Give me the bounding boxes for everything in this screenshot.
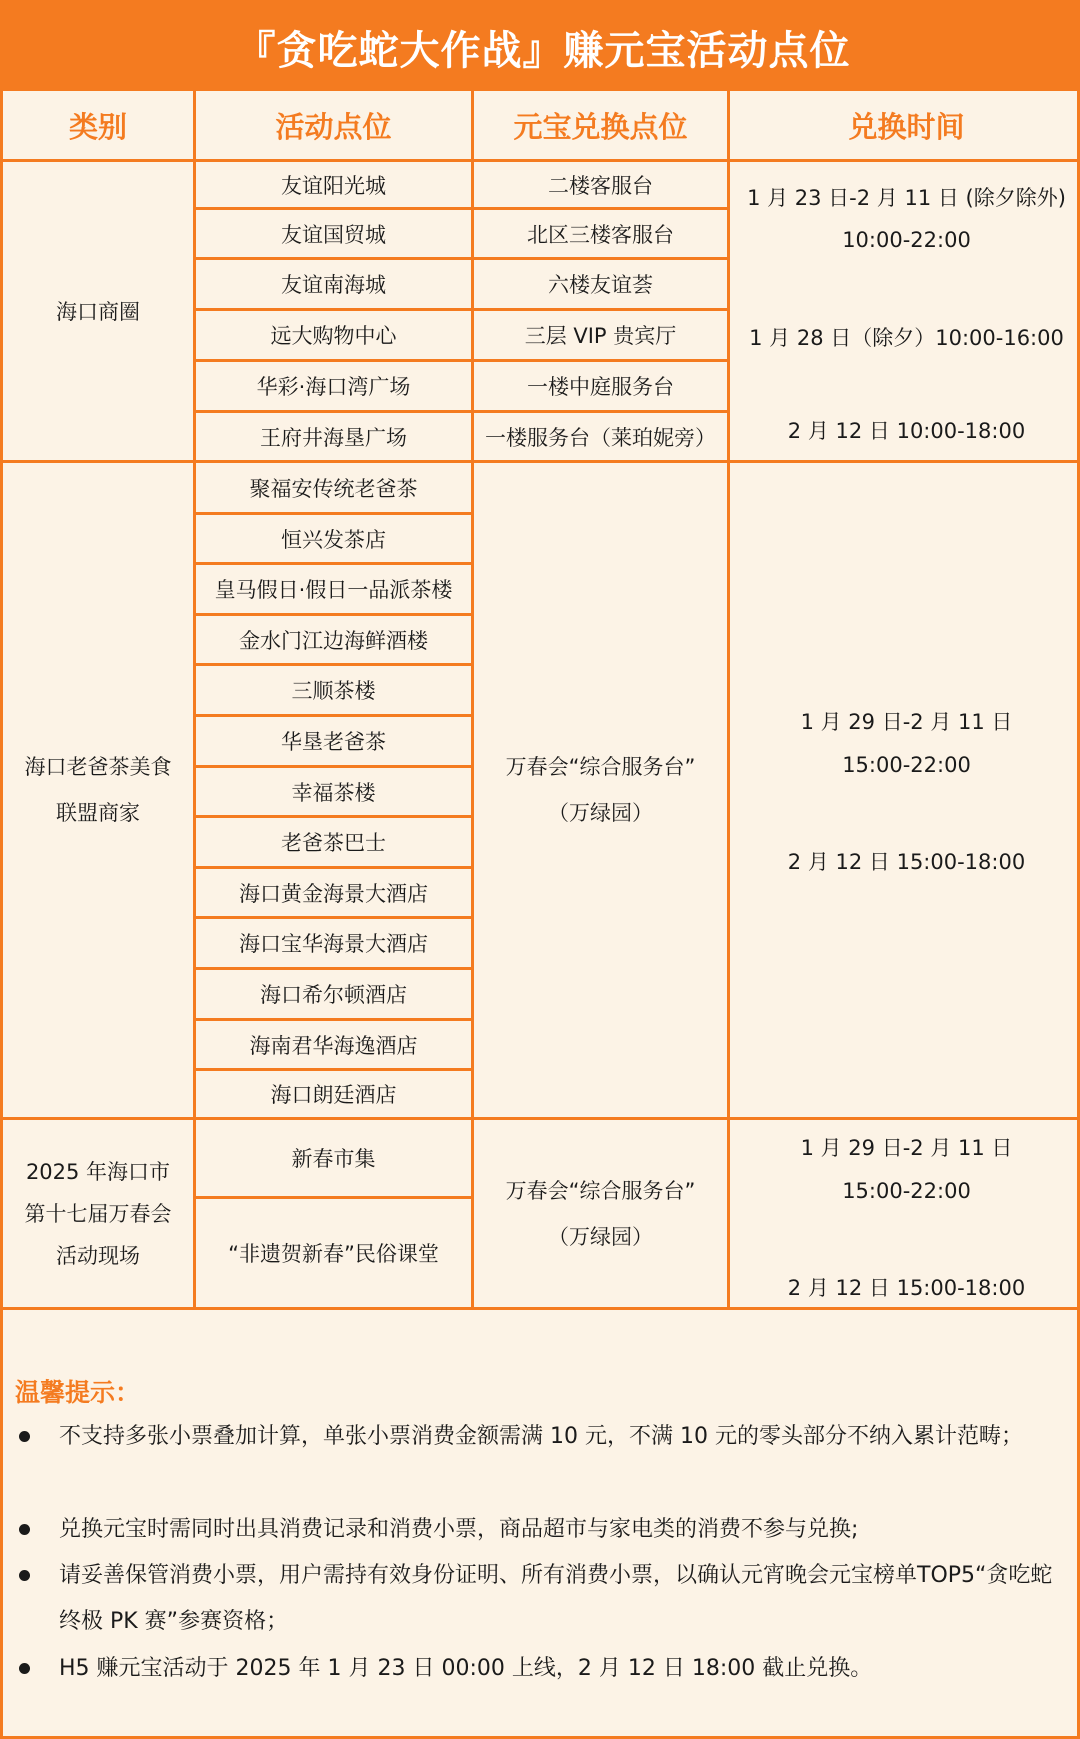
tip-item: 兑换元宝时需同时出具消费记录和消费小票，商品超市与家电类的消费不参与兑换; xyxy=(59,1517,859,1542)
time-line: 15:00-22:00 xyxy=(842,1179,971,1203)
exchange-point-line: 万春会“综合服务台” xyxy=(505,1178,696,1203)
exchange-point-line: （万绿园） xyxy=(548,801,653,825)
time-line: 1 月 29 日-2 月 11 日 xyxy=(800,1136,1013,1160)
spot-cell: 老爸茶巴士 xyxy=(281,831,386,855)
spot-cell: 远大购物中心 xyxy=(270,324,397,348)
spot-cell: “非遗贺新春”民俗课堂 xyxy=(228,1242,439,1266)
header-activity-spot: 活动点位 xyxy=(275,109,392,144)
spot-cell: 新春市集 xyxy=(291,1147,376,1171)
exchange-point-cell: 北区三楼客服台 xyxy=(527,222,674,247)
exchange-point-line: 万春会“综合服务台” xyxy=(505,755,696,779)
header-category: 类别 xyxy=(68,109,127,144)
header-exchange-point: 元宝兑换点位 xyxy=(513,109,688,144)
exchange-point-cell: 一楼服务台（莱珀妮旁） xyxy=(485,425,716,450)
spot-cell: 海南君华海逸酒店 xyxy=(249,1033,418,1058)
spot-cell: 王府井海垦广场 xyxy=(260,425,407,450)
header-exchange-time: 兑换时间 xyxy=(848,109,965,144)
category-line: 第十七届万春会 xyxy=(24,1201,172,1226)
bullet-icon xyxy=(19,1570,30,1581)
category-line: 2025 年海口市 xyxy=(25,1159,171,1184)
tip-item: H5 赚元宝活动于 2025 年 1 月 23 日 00:00 上线，2 月 12 日 18:00 截止兑换。 xyxy=(59,1656,873,1681)
exchange-point-cell: 一楼中庭服务台 xyxy=(527,375,674,399)
time-line: 2 月 12 日 15:00-18:00 xyxy=(787,850,1026,874)
spot-cell: 海口黄金海景大酒店 xyxy=(239,881,428,906)
time-line: 1 月 29 日-2 月 11 日 xyxy=(800,710,1013,734)
category-cell xyxy=(3,463,193,1117)
time-line: 1 月 28 日（除夕）10:00-16:00 xyxy=(749,326,1064,350)
exchange-point-cell: 二楼客服台 xyxy=(548,173,653,198)
category-cell xyxy=(3,1120,193,1307)
category-cell: 海口商圈 xyxy=(56,300,140,324)
spot-cell: 金水门江边海鲜酒楼 xyxy=(239,628,428,653)
spot-cell: 海口宝华海景大酒店 xyxy=(239,932,428,956)
spot-cell: 友谊阳光城 xyxy=(281,173,386,198)
spot-cell: 华垦老爸茶 xyxy=(281,730,386,754)
exchange-time-block xyxy=(730,162,1080,460)
tip-item: 请妥善保管消费小票，用户需持有效身份证明、所有消费小票，以确认元宵晚会元宝榜单TOP5“贪吃蛇终极 PK 赛”参赛资格； xyxy=(59,1563,1053,1634)
tip-item: 不支持多张小票叠加计算，单张小票消费金额需满 10 元，不满 10 元的零头部分不纳入累计范畴； xyxy=(59,1424,1023,1449)
exchange-time-block xyxy=(730,463,1080,1117)
time-line: 2 月 12 日 10:00-18:00 xyxy=(787,419,1026,443)
exchange-point-cell xyxy=(474,463,727,1117)
spot-cell: 聚福安传统老爸茶 xyxy=(249,476,418,501)
spot-cell: 海口朗廷酒店 xyxy=(270,1083,397,1107)
spot-cell: 友谊国贸城 xyxy=(281,222,386,247)
grid-line xyxy=(3,1307,1080,1310)
spot-cell: 三顺茶楼 xyxy=(291,679,376,703)
spot-cell: 皇马假日·假日一品派茶楼 xyxy=(214,578,453,602)
exchange-point-cell: 六楼友谊荟 xyxy=(548,273,653,297)
category-line: 联盟商家 xyxy=(56,801,140,825)
time-line: 2 月 12 日 15:00-18:00 xyxy=(787,1276,1026,1300)
bullet-icon xyxy=(19,1663,30,1674)
exchange-point-cell xyxy=(474,1120,727,1307)
spot-cell: 友谊南海城 xyxy=(281,273,386,297)
category-line: 海口老爸茶美食 xyxy=(24,755,172,779)
spot-cell: 幸福茶楼 xyxy=(291,780,376,805)
exchange-point-line: （万绿园） xyxy=(548,1224,653,1249)
spot-cell: 恒兴发茶店 xyxy=(281,527,386,552)
bullet-icon xyxy=(19,1524,30,1535)
time-line: 10:00-22:00 xyxy=(842,228,971,252)
time-line: 15:00-22:00 xyxy=(842,753,971,777)
category-line: 活动现场 xyxy=(56,1243,140,1268)
page-title: 『贪吃蛇大作战』赚元宝活动点位 xyxy=(3,3,1080,91)
exchange-time-block xyxy=(730,1120,1080,1307)
exchange-point-cell: 三层 VIP 贵宾厅 xyxy=(524,324,677,348)
spot-cell: 海口希尔顿酒店 xyxy=(260,983,407,1007)
time-line: 1 月 23 日-2 月 11 日 (除夕除外) xyxy=(747,186,1066,210)
tips-title: 温馨提示： xyxy=(15,1378,141,1407)
bullet-icon xyxy=(19,1431,30,1442)
spot-cell: 华彩·海口湾广场 xyxy=(256,375,411,399)
